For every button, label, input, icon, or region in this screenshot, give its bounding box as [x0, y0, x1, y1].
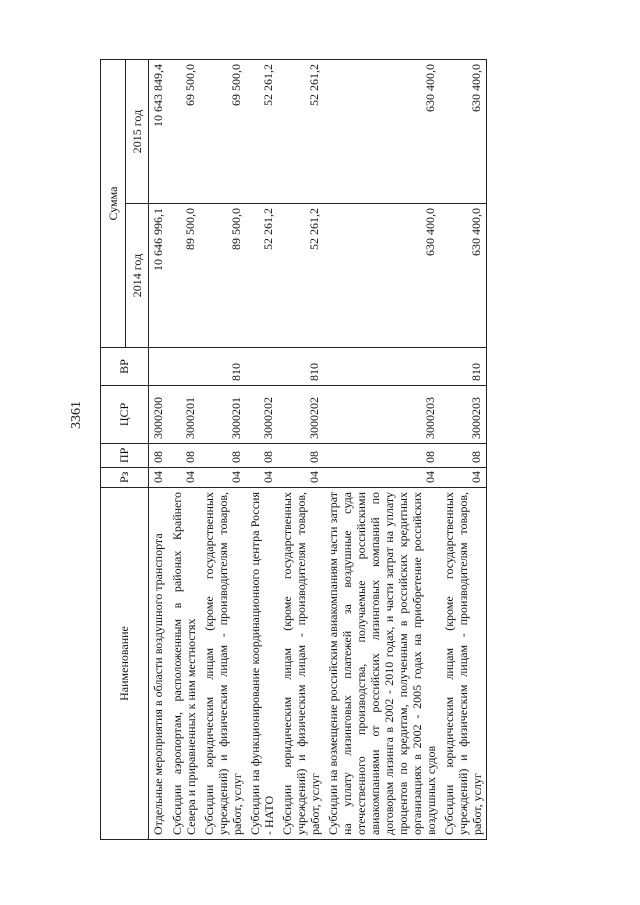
- row-2015: 52 261,2: [246, 59, 278, 203]
- row-vr: [168, 348, 200, 386]
- row-pr: 08: [324, 444, 440, 468]
- row-csr: 3000200: [149, 386, 169, 444]
- row-csr: 3000201: [200, 386, 246, 444]
- row-pr: 08: [168, 444, 200, 468]
- table-row: [246, 59, 278, 839]
- table-row: [168, 59, 200, 839]
- row-name: Субсидии юридическим лицам (кроме государственных учреждений) и физическим лицам - производителям товаров, работ, услуг: [278, 488, 324, 840]
- row-2014: 630 400,0: [324, 204, 440, 348]
- row-2014: 630 400,0: [440, 204, 487, 348]
- row-name: Субсидии на возмещение российским авиакомпаниям части затрат на уплату лизинговых платежей за воздушные суда отечественного производства, получаемые российскими авиакомпаниями от российских лизинговых компаний по договорам лизинга в 2002 - 2010 годах, и части затрат на уплату процентов по кредитам, полученным в российских кредитных организациях в 2002 - 2005 годах на приобретение российских воздушных судов: [324, 488, 440, 840]
- row-rz: 04: [440, 468, 487, 488]
- row-2014: 89 500,0: [200, 204, 246, 348]
- row-2015: 10 643 849,4: [149, 59, 169, 203]
- header-pr: ПР: [101, 444, 149, 468]
- row-2014: 52 261,2: [278, 204, 324, 348]
- page-number: 3361: [69, 401, 84, 429]
- row-pr: 08: [246, 444, 278, 468]
- row-2015: 52 261,2: [278, 59, 324, 203]
- row-pr: 08: [440, 444, 487, 468]
- table-row: [278, 59, 324, 839]
- row-name: Субсидии юридическим лицам (кроме государственных учреждений) и физическим лицам - производителям товаров, работ, услуг: [200, 488, 246, 840]
- table-row: [200, 59, 246, 839]
- row-rz: 04: [149, 468, 169, 488]
- row-2015: 630 400,0: [440, 59, 487, 203]
- row-pr: 08: [278, 444, 324, 468]
- rotated-table-container: [100, 60, 632, 840]
- row-rz: 04: [200, 468, 246, 488]
- row-vr: [246, 348, 278, 386]
- header-csr: ЦСР: [101, 386, 149, 444]
- row-2014: 10 646 996,1: [149, 204, 169, 348]
- header-2015: 2015 год: [126, 59, 149, 203]
- row-vr: [324, 348, 440, 386]
- row-csr: 3000202: [278, 386, 324, 444]
- row-vr: 810: [440, 348, 487, 386]
- row-csr: 3000203: [324, 386, 440, 444]
- row-2014: 52 261,2: [246, 204, 278, 348]
- row-rz: 04: [246, 468, 278, 488]
- row-name: Субсидии аэропортам, расположенным в районах Крайнего Севера и приравненных к ним местностях: [168, 488, 200, 840]
- row-vr: 810: [278, 348, 324, 386]
- row-name: Субсидии юридическим лицам (кроме государственных учреждений) и физическим лицам - производителям товаров, работ, услуг: [440, 488, 487, 840]
- row-vr: [149, 348, 169, 386]
- header-name: Наименование: [101, 488, 149, 840]
- header-2014: 2014 год: [126, 204, 149, 348]
- budget-table: [100, 59, 487, 840]
- row-2015: 69 500,0: [168, 59, 200, 203]
- row-vr: 810: [200, 348, 246, 386]
- row-name: Субсидии на функционирование координационного центра Россия - НАТО: [246, 488, 278, 840]
- table-row: [440, 59, 487, 839]
- row-name: Отдельные мероприятия в области воздушного транспорта: [149, 488, 169, 840]
- row-2014: 89 500,0: [168, 204, 200, 348]
- table-row: [324, 59, 440, 839]
- row-pr: 08: [149, 444, 169, 468]
- header-rz: Рз: [101, 468, 149, 488]
- row-csr: 3000201: [168, 386, 200, 444]
- row-2015: 630 400,0: [324, 59, 440, 203]
- table-row: [149, 59, 169, 839]
- row-rz: 04: [278, 468, 324, 488]
- header-sum: Сумма: [101, 59, 126, 347]
- row-2015: 69 500,0: [200, 59, 246, 203]
- row-rz: 04: [324, 468, 440, 488]
- row-pr: 08: [200, 444, 246, 468]
- row-csr: 3000203: [440, 386, 487, 444]
- header-vr: ВР: [101, 348, 149, 386]
- row-csr: 3000202: [246, 386, 278, 444]
- row-rz: 04: [168, 468, 200, 488]
